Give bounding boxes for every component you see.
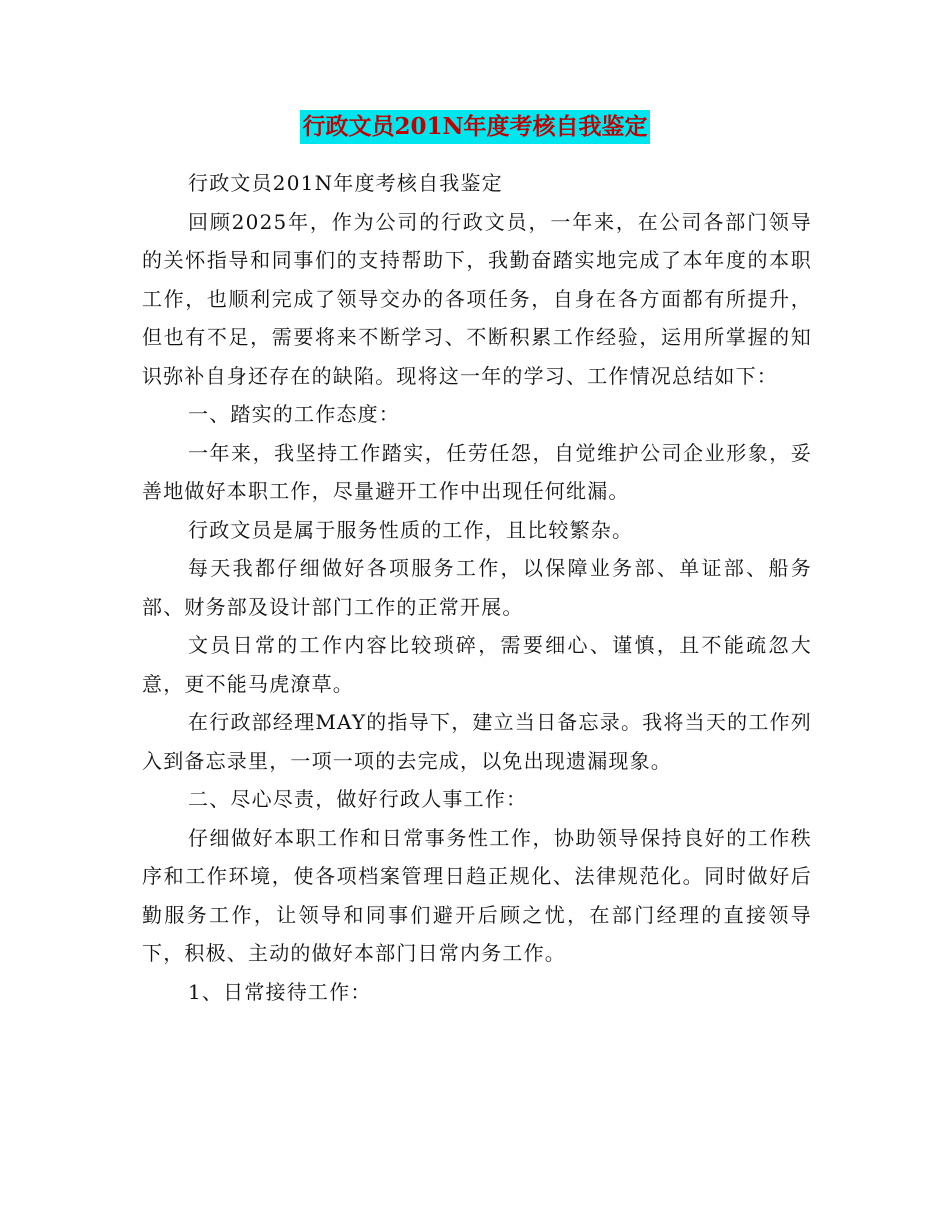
paragraph: 文员日常的工作内容比较琐碎，需要细心、谨慎，且不能疏忽大意，更不能马虎潦草。 — [142, 633, 812, 696]
title-container — [0, 110, 950, 144]
paragraph: 仔细做好本职工作和日常事务性工作，协助领导保持良好的工作秩序和工作环境，使各项档案管理日趋正规化、法律规范化。同时做好后勤服务工作，让领导和同事们避开后顾之忧，在部门经理的直接领导下，积极、主动的做好本部门日常内务工作。 — [142, 825, 812, 965]
paragraph: 在行政部经理MAY的指导下，建立当日备忘录。我将当天的工作列入到备忘录里，一项一项的去完成，以免出现遗漏现象。 — [142, 710, 812, 773]
document-body — [142, 164, 812, 1011]
subsection-heading-1: 1、日常接待工作： — [188, 979, 372, 1004]
section-heading-2: 二、尽心尽责，做好行政人事工作： — [188, 787, 528, 811]
paragraph: 一年来，我坚持工作踏实，任劳任怨，自觉维护公司企业形象，妥善地做好本职工作，尽量避开工作中出现任何纰漏。 — [142, 440, 812, 503]
paragraph: 每天我都仔细做好各项服务工作，以保障业务部、单证部、船务部、财务部及设计部门工作的正常开展。 — [142, 556, 812, 619]
paragraph-intro: 回顾2025年，作为公司的行政文员，一年来，在公司各部门领导的关怀指导和同事们的支持帮助下，我勤奋踏实地完成了本年度的本职工作，也顺利完成了领导交办的各项任务，自身在各方面都有所提升，但也有不足，需要将来不断学习、不断积累工作经验，运用所掌握的知识弥补自身还存在的缺陷。现将这一年的学习、工作情况总结如下： — [142, 209, 812, 388]
paragraph-subtitle: 行政文员201N年度考核自我鉴定 — [188, 171, 503, 195]
paragraph: 行政文员是属于服务性质的工作，且比较繁杂。 — [188, 517, 634, 542]
document-title: 行政文员201N年度考核自我鉴定 — [300, 110, 649, 144]
section-heading-1: 一、踏实的工作态度： — [188, 402, 400, 426]
